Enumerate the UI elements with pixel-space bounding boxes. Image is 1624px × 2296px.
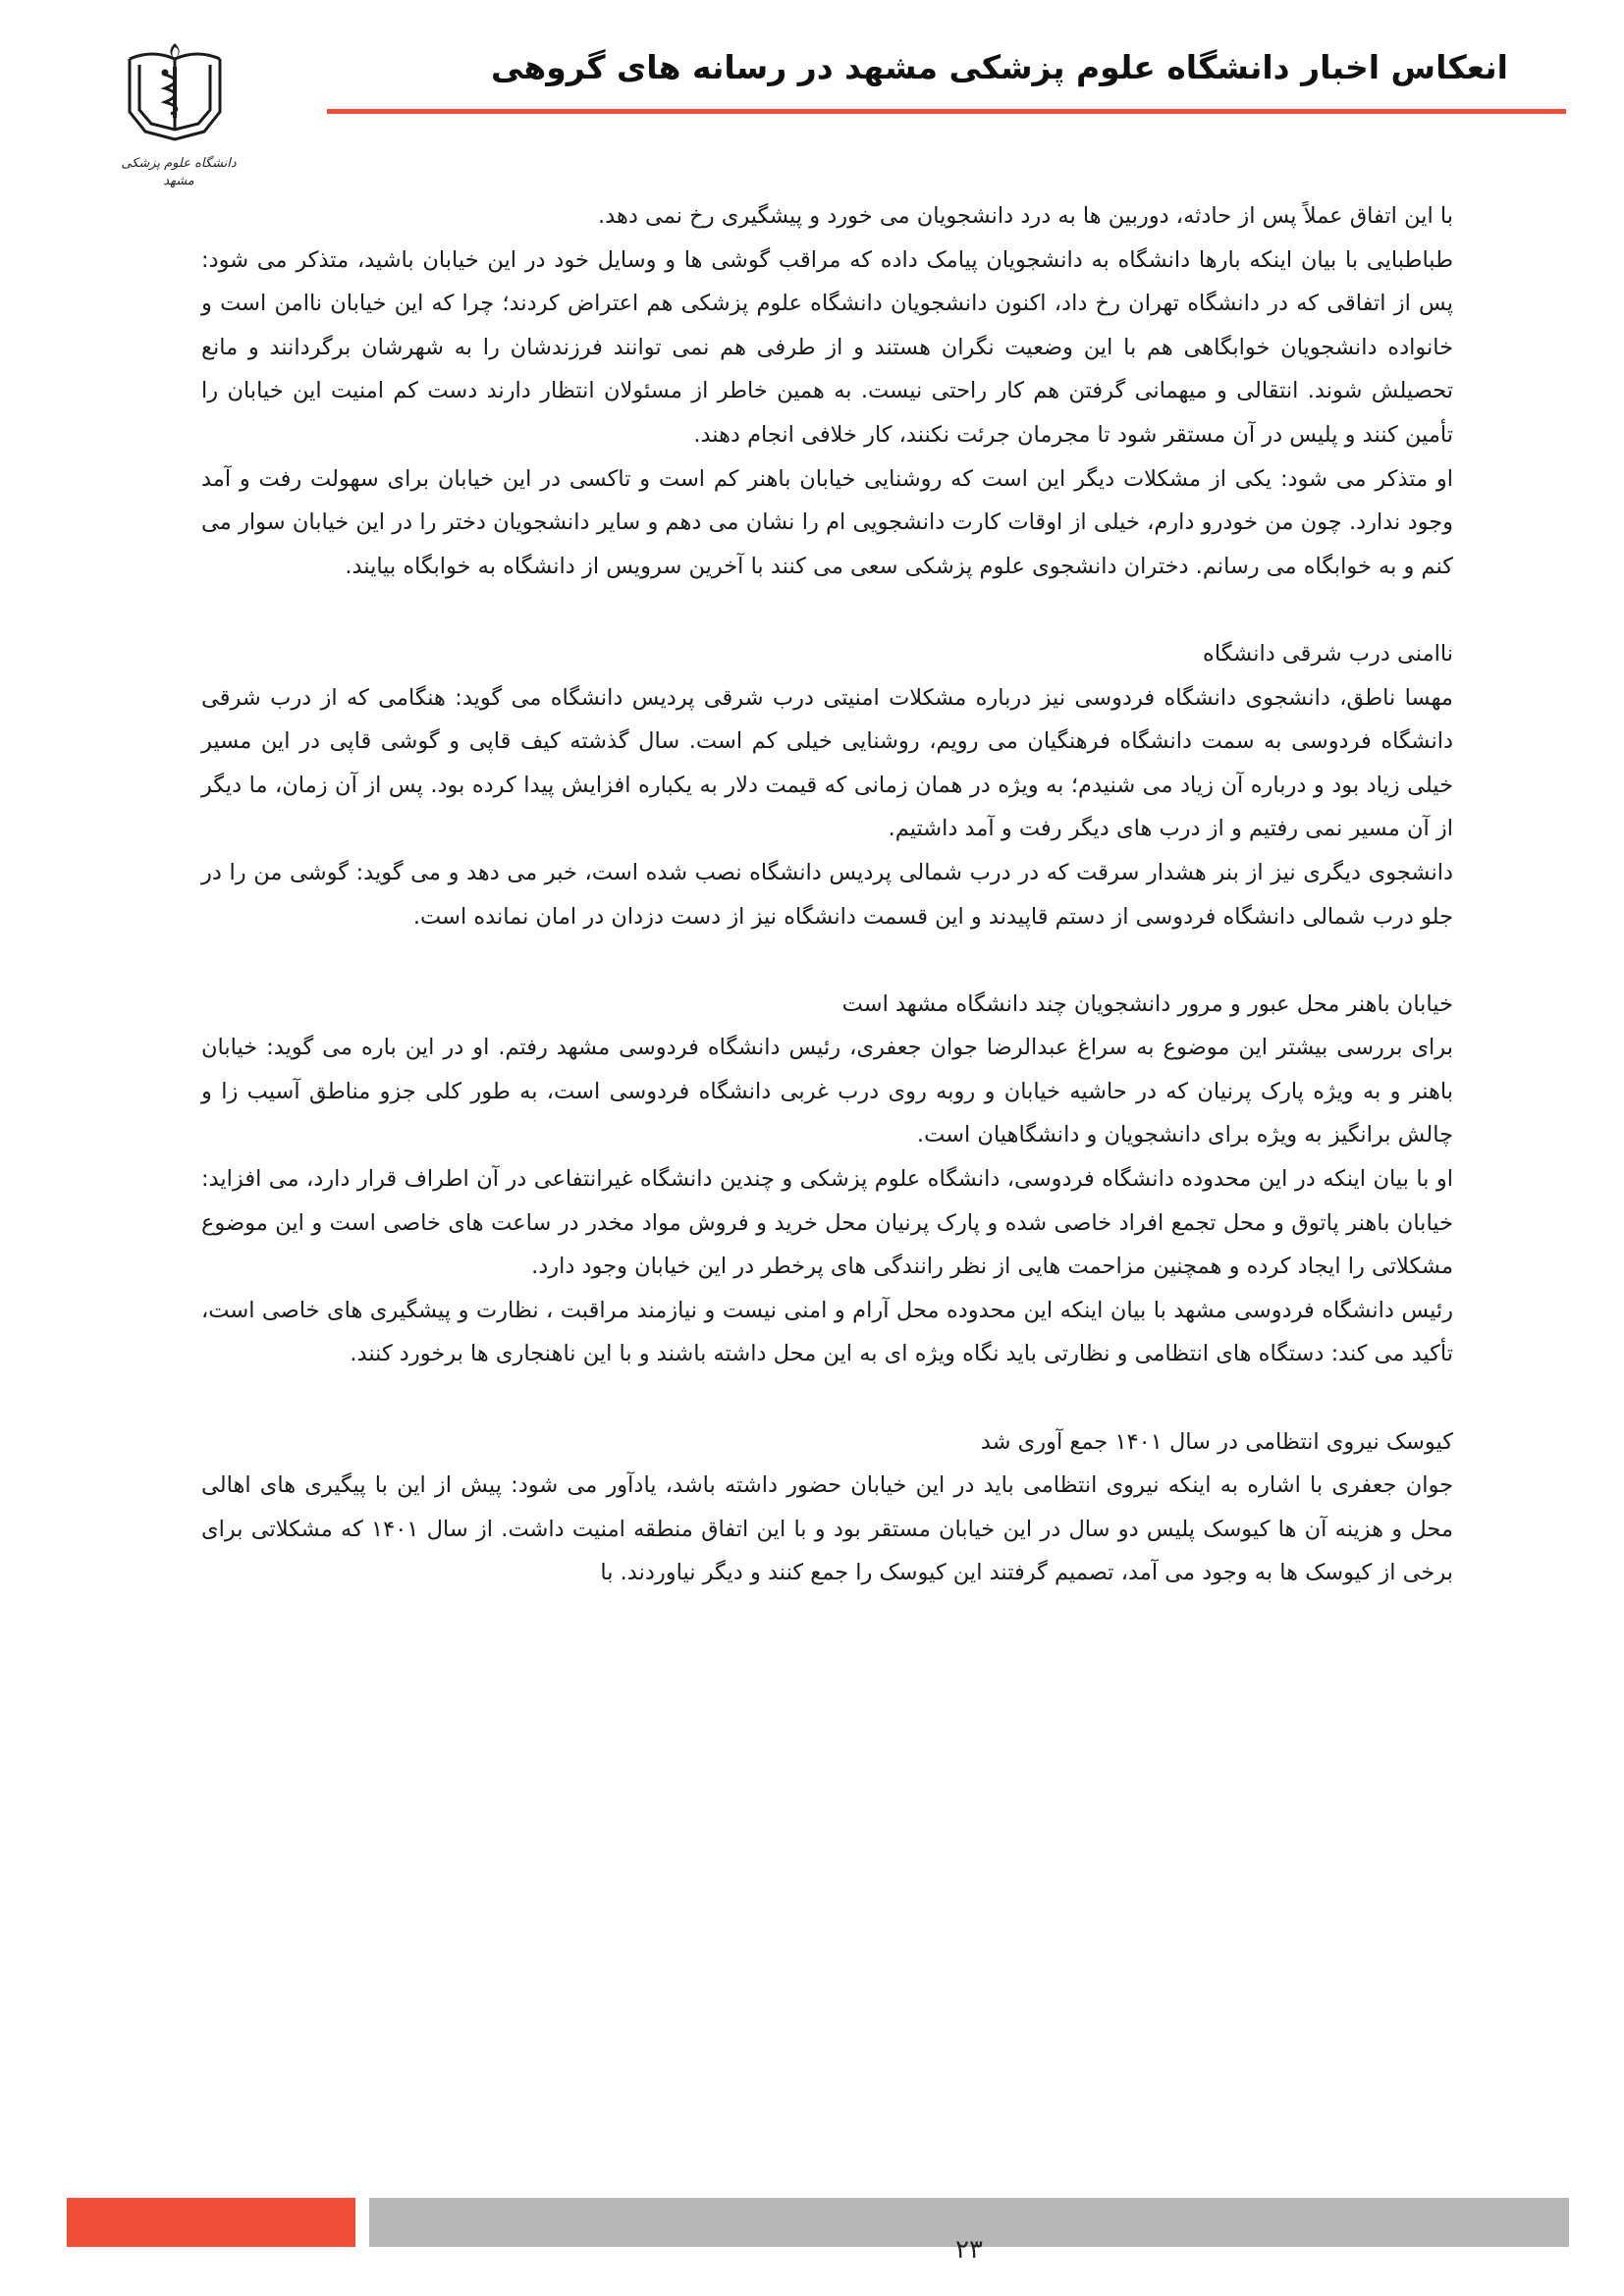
paragraph: او با بیان اینکه در این محدوده دانشگاه فردوسی، دانشگاه علوم پزشکی و چندین دانشگاه غیرانتفاعی در آن اطراف قرار دارد، می افزاید: خیابان باهنر پاتوق و محل تجمع افراد خاصی شده و پارک پرنیان محل خرید و فروش مواد مخدر در ساعت های خاصی است و این موضوع مشکلاتی را ایجاد کرده و همچنین مزاحمت هایی از نظر رانندگی های پرخطر در این خیابان وجود دارد. xyxy=(201,1166,1453,1280)
logo-caption: دانشگاه علوم پزشکی مشهد xyxy=(121,156,237,188)
spacer xyxy=(201,938,1453,983)
article-body xyxy=(201,194,1453,1595)
footer-red-bar xyxy=(67,2198,355,2247)
university-logo xyxy=(116,41,234,167)
page-number: ۲۳ xyxy=(955,2235,983,2265)
paragraph: برای بررسی بیشتر این موضوع به سراغ عبدالرضا جوان جعفری، رئیس دانشگاه فردوسی مشهد رفتم. او در این باره می گوید: خیابان باهنر و به ویژه پارک پرنیان که در حاشیه خیابان و روبه روی درب غربی دانشگاه فردوسی است، به طور کلی جزو مناطق آسیب زا و چالش برانگیز به ویژه برای دانشجویان و دانشگاهیان است. xyxy=(201,1035,1453,1148)
paragraph: مهسا ناطق، دانشجوی دانشگاه فردوسی نیز درباره مشکلات امنیتی درب شرقی پردیس دانشگاه می گوید: هنگامی که از درب شرقی دانشگاه فردوسی به سمت دانشگاه فرهنگیان می رویم، روشنایی خیلی کم است. سال گذشته کیف قاپی و گوشی قاپی در این مسیر خیلی زیاد بود و درباره آن زیاد می شنیدم؛ به ویژه در همان زمانی که قیمت دلار به یکباره افزایش پیدا کرده بود. پس از آن زمان، ما دیگر از آن مسیر نمی رفتیم و از درب های دیگر رفت و آمد داشتیم. xyxy=(201,684,1453,842)
header-title: انعکاس اخبار دانشگاه علوم پزشکی مشهد در رسانه های گروهی xyxy=(491,48,1508,86)
section-heading: نا‌امنی درب شرقی دانشگاه xyxy=(1203,640,1453,667)
spacer xyxy=(201,588,1453,632)
paragraph: جوان جعفری با اشاره به اینکه نیروی انتظامی باید در این خیابان حضور داشته باشد، یادآور می شود: پیش از این با پیگیری های اهالی محل و هزینه آن ها کیوسک پلیس دو سال در این خیابان مستقر بود و با این اتفاق منطقه امنیت داشت. از سال ۱۴۰۱ که مشکلاتی برای برخی از کیوسک ها به وجود می آمد، تصمیم گرفتند این کیوسک را جمع کنند و دیگر نیاوردند. با xyxy=(201,1472,1454,1586)
paragraph: رئیس دانشگاه فردوسی مشهد با بیان اینکه این محدوده محل آرام و امنی نیست و نیازمند مراقبت ، نظارت و پیشگیری های خاصی است، تأکید می کند: دستگاه های انتظامی و نظارتی باید نگاه ویژه ای به این محل داشته باشند و با این ناهنجاری ها برخورد کنند. xyxy=(201,1297,1453,1367)
paragraph: دانشجوی دیگری نیز از بنر هشدار سرقت که در درب شمالی پردیس دانشگاه نصب شده است، خبر می دهد و می گوید: گوشی من را در جلو درب شمالی دانشگاه فردوسی از دستم قاپیدند و این قسمت دانشگاه نیز از دست دزدان در امان نمانده است. xyxy=(201,859,1453,930)
spacer xyxy=(201,1376,1453,1420)
paragraph: طباطبایی با بیان اینکه بارها دانشگاه به دانشجویان پیامک داده که مراقب گوشی ها و وسایل خود در این خیابان باشید، متذکر می شود: پس از اتفاقی که در دانشگاه تهران رخ داد، اکنون دانشجویان دانشگاه علوم پزشکی هم اعتراض کردند؛ چرا که این خیابان ناامن است و خانواده دانشجویان خوابگاهی هم با این وضعیت نگران هستند و از طرفی هم نمی توانند فرزندشان را به شهرشان برگردانند و مانع تحصیلش شوند. انتقالی و میهمانی گرفتن هم کار راحتی نیست. به همین خاطر از مسئولان انتظار دارند دست کم امنیت این خیابان را تأمین کنند و پلیس در آن مستقر شود تا مجرمان جرئت نکنند، کار خلافی انجام دهند. xyxy=(201,246,1453,448)
section-heading: کیوسک نیروی انتظامی در سال ۱۴۰۱ جمع آوری شد xyxy=(980,1428,1453,1455)
paragraph: او متذکر می شود: یکی از مشکلات دیگر این است که روشنایی خیابان باهنر کم است و تاکسی در این خیابان برای سهولت رفت و آمد وجود ندارد. چون من خودرو دارم، خیلی از اوقات کارت دانشجویی ام را نشان می دهم و سایر دانشجویان دختر را در این خیابان سوار می کنم و به خوابگاه می رسانم. دختران دانشجوی علوم پزشکی سعی می کنند با آخرین سرویس از دانشگاه به خوابگاه بیایند. xyxy=(201,465,1453,579)
header-rule xyxy=(327,109,1566,114)
paragraph: با این اتفاق عملاً پس از حادثه، دوربین ها به درد دانشجویان می خورد و پیشگیری رخ نمی دهد. xyxy=(598,203,1453,229)
section-heading: خیابان باهنر محل عبور و مرور دانشجویان چند دانشگاه مشهد است xyxy=(841,990,1453,1017)
